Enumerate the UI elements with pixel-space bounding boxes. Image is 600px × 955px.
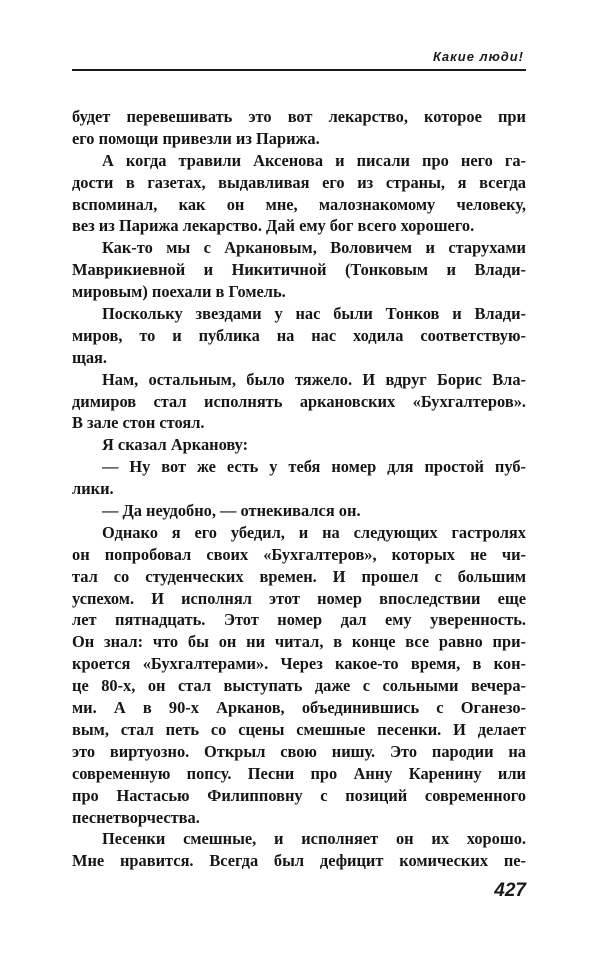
text-line: Он знал: что бы он ни читал, в конце все равно при- (72, 632, 526, 652)
text-line: современную попсу. Песни про Анну Каренину или (72, 763, 526, 783)
text-line: песнетворчества. (72, 807, 200, 827)
text-line: В зале стон стоял. (72, 413, 205, 433)
text-line: лики. (72, 479, 114, 499)
text-line: вым, стал петь со сцены смешные песенки. И делает (72, 719, 526, 739)
running-head-title: Какие люди! (432, 49, 524, 64)
text-line: Маврикиевной и Никитичной (Тонковым и Влади- (72, 260, 526, 280)
text-line: он попробовал своих «Бухгалтеров», которых не чи- (72, 544, 526, 564)
text-line: кроется «Бухгалтерами». Через какое-то время, в кон- (72, 654, 526, 674)
text-line: про Настасью Филипповну с позиций современного (72, 785, 526, 805)
text-line: тал со студенческих времен. И прошел с большим (72, 566, 526, 586)
text-line: вспоминал, как он мне, малознакомому человеку, (72, 194, 526, 214)
text-line: ми. А в 90-х Арканов, объединившись с Оганезо- (72, 698, 526, 718)
text-line: Песенки смешные, и исполняет он их хорошо. (102, 829, 526, 849)
text-line: Однако я его убедил, и на следующих гастролях (102, 522, 526, 542)
text-line: будет перевешивать это вот лекарство, которое при (72, 107, 526, 126)
text-line: — Да неудобно, — отнекивался он. (102, 501, 361, 521)
text-line: димиров стал исполнять аркановских «Бухгалтеров». (72, 391, 526, 411)
text-line: Нам, остальным, было тяжело. И вдруг Борис Вла- (102, 369, 526, 389)
text-line: миров, то и публика на нас ходила соответствую- (72, 325, 526, 345)
text-line: Я сказал Арканову: (102, 435, 249, 455)
body-text (72, 106, 526, 872)
text-line: лет пятнадцать. Этот номер дал ему уверенность. (72, 610, 526, 630)
running-head (72, 49, 526, 71)
text-line: Поскольку звездами у нас были Тонков и Влади- (102, 304, 526, 324)
text-line: це 80-х, он стал выступать даже с сольными вечера- (72, 676, 526, 696)
text-line: — Ну вот же есть у тебя номер для простой пуб- (102, 457, 526, 477)
text-line: это виртуозно. Открыл свою нишу. Это пародии на (72, 741, 526, 761)
text-line: дости в газетах, выдавливая его из страны, я всегда (72, 172, 526, 192)
page-number: 427 (494, 880, 526, 901)
text-line: вез из Парижа лекарство. Дай ему бог всего хорошего. (72, 216, 475, 236)
text-line: мировым) поехали в Гомель. (72, 282, 286, 302)
text-line: Мне нравится. Всегда был дефицит комических пе- (72, 851, 526, 871)
text-line: успехом. И исполнял этот номер впоследствии еще (72, 588, 526, 608)
text-line: щая. (72, 347, 107, 367)
text-line: его помощи привезли из Парижа. (72, 128, 320, 148)
text-line: А когда травили Аксенова и писали про него га- (102, 150, 526, 170)
text-line: Как-то мы с Аркановым, Воловичем и старухами (102, 238, 526, 258)
